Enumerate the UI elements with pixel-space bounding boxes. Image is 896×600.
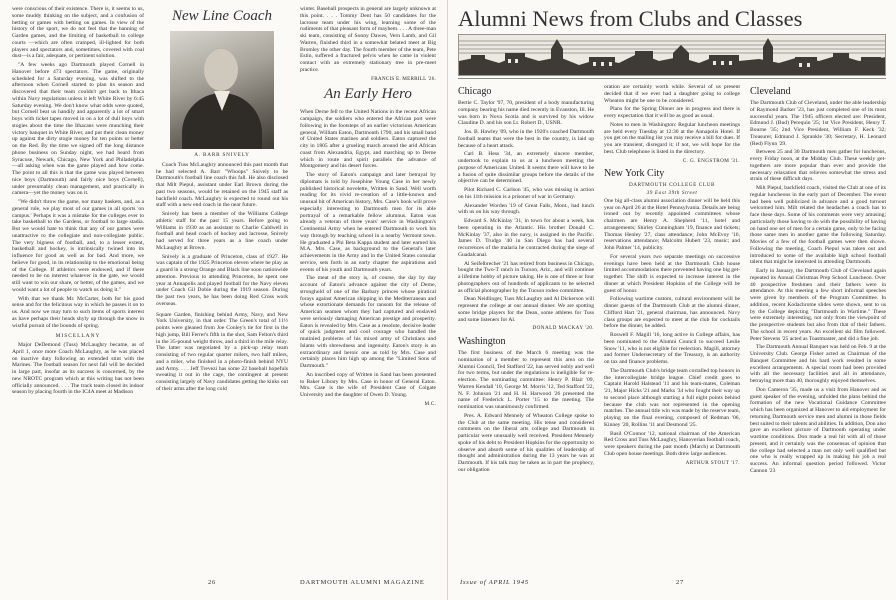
author-byline: FRANCIS E. MERRILL '26. bbox=[371, 75, 436, 82]
right-page bbox=[448, 0, 896, 600]
paragraph: Square Garden, finishing behind Army, Navy, and New York University, in that order. The Green's total of 11½ points were gleaned from Joe Conley's tie for first in the high jump, Bill Ferrer's fifth in the shot, Sam Felton's third in the 35-pound weight throw, and a third in the mile relay. The latter was negotiated by a pick-up relay team consisting of two regular quarter milers, two half milers, and a miler, who finished in a photo-finish behind NYU and Army. . . . Jeff Trevezi has some 22 baseball hopefuls sweating it out in the cage, the contingent at present consisting largely of Navy candidates getting the kinks out of their arms after the long cold bbox=[156, 311, 288, 392]
masthead-rule bbox=[458, 78, 886, 79]
paragraph: "A few weeks ago Dartmouth played Cornell in Hanover before 473 spectators. The game, originally scheduled for a Saturday evening, was shifted to the afternoon when Cornell started to plan its season and discovered that their team couldn't get back to Ithaca within Navy regulations unless it left White River by 6:45 Saturday evening. We don't know what odds were quoted, but Cornell beat us handily and apparently a lot of smart boys with ticket tapes moved in on a lot of dull boys with stogies about the time the Ithacans were munching their victory banquet in White River, and put their clean money up against the dirty stogie money for ten points or better on the Red. By the time we signed off the long distance phone business on Sunday night, we had heard from Syracuse, Newark, Chicago, New York and Philadelphia—all asking when was the game played and how come. The point to all this is that the game was played between nice boys (Dartmouth) and fairly nice boys (Cornell), under presumably clean management, and practically in camera—yet the money was on it. bbox=[12, 62, 144, 197]
paragraph: Alexander Worden '19 of Great Falls, Mont., had lunch with us on his way through. bbox=[458, 202, 594, 216]
page-number-left: 26 bbox=[208, 579, 217, 586]
paragraph: "We didn't throw the game, nor many baskets, and, as a general rule, we play most of our games in all sports 'on campus.' Perhaps it was a mistake for the colleges ever to take basketball to the Gardens, or football to large stadia. But we would hate to think that any of our games were unattractive to the collegiate and non-collegiate public. The very bigness of football, and, to a lesser extent, basketball and hockey, is intrinsically twined into its influence for good as well as for bad. And more, we believe for good, in its relationship to the emotional being of the College. If athletics were endowed, and if there needed to be no interest whatever in the gate, we would still want to win our share, or better, of the games, and we would want a lot of people to watch us doing it." bbox=[12, 199, 144, 293]
article-title-early-hero: An Early Hero bbox=[324, 86, 412, 103]
paragraph: Between 25 and 30 Dartmouth men gather for luncheons, every Friday noon, at the Midday Club. These weekly get-togethers are more popular than ever and provide the necessary relaxation that relieves somewhat the stress and strain of these difficult days. bbox=[750, 149, 886, 183]
masthead-title: Alumni News from Clubs and Classes bbox=[458, 6, 803, 31]
paragraph: The Dartmouth Annual Banquet was held on Feb. 9 at the University Club. George Fisher acted as Chairman of the Banquet Committee and his hard work resulted in some excellent arrangements. A special room had been provided with all the necessary facilities and all in attendance, betraying more than 40, thoroughly enjoyed themselves. bbox=[750, 344, 886, 384]
club-address: 39 East 39th Street bbox=[646, 190, 698, 196]
paragraph: Jos. B. Hawley '09, who in the 1920's coached Dartmouth football teams that were the best in the country, is laid up because of a heart attack. bbox=[458, 129, 594, 149]
photo-caption: A. BARR SNIVELY bbox=[194, 152, 250, 158]
paragraph: Edward S. McKinlay '31, in town for about a week, has been operating in the Atlantic. His brother Donald C. McKinlay '37, also in the navy, is assigned in the Pacific. James D. Trudgo '40 in San Diego has had several recurrences of the malaria he contracted during the siege of Guadalcanal. bbox=[458, 218, 594, 258]
section-heading-washington: Washington bbox=[458, 336, 506, 347]
paragraph: winter. Baseball prospects in general are largely unknown at this point. . . . Tommy Dent has 50 candidates for the lacrosse team under his wing, learning some of the rudiments of that pleasant form of mayhem. . . . A three-man ski team, consisting of Sonny Dawes, Vern Lamb, and Gil Warren, finished third in a somewhat belated meet at Big Bromley the other day. The fourth member of the team, Pete Estin, suffered a fractured pelvis when he came in violent contact with an extremely stationary tree in pre-meet practice. bbox=[300, 6, 436, 73]
skyline-drawing bbox=[459, 35, 886, 76]
paragraph: One big all-class alumni association dinner will be held this year on April 26 at the Hotel Pennsylvania. Details are being ironed out by recently appointed committees whose chairmen are Henry A. Shepherd '11, hotel and arrangements; Shirley Cunningham '19, finance and tickets; Thomas Henley '27, class attendance; John McEvoy '16, reservations attendance; Malcolm Hubert '23, music; and John Palmer '14, publicity. bbox=[604, 197, 740, 251]
paragraph: Plans for the Spring Dinner are in progress and there is every expectation that it will be as good as usual. bbox=[604, 106, 740, 119]
paragraph: Pres. A. Edward Mennely of Wheaton College spoke to the Club at the same meeting. His tense and considered comments on the liberal arts college and Dartmouth in particular were unusually well received. President Mennely spoke of his debt to President Hopkins for the opportunity to observe and absorb some of his qualities of leadership of thought and administration during the 13 years he was at Dartmouth. If his talk may be taken as in part the prophecy, our obligation bbox=[458, 412, 594, 473]
paragraph: Carl B. Hess '34, an extremely sincere member, undertook to explain to us at a luncheon meeting the purpose of Americans United. It seems there will have to be a fusion of quite dissimilar groups before the details of the objective can be determined. bbox=[458, 151, 594, 185]
left-column-1 bbox=[12, 6, 144, 582]
paragraph: Basil O'Connor '12, national chairman of the American Red Cross and Tuss McLaughry, Hanoverian football coach, were speakers during the past month (March) at Dartmouth Club open house meetings. Both drew large audiences. bbox=[604, 430, 740, 457]
section-heading-cleveland: Cleveland bbox=[750, 86, 791, 97]
paragraph: Dean Neidlinger, Tuss McLaughry and Al Dickerson will represent the college at our annual dinner. We are spotting some bridge players for the Dean, some athletes for Tuss and some listeners for Al. bbox=[458, 296, 594, 323]
paragraph: were conscious of their existence. There is, it seems to us, some muddy thinking on the subject, and a confusion of betting or games with betting on games. In view of the history of the sport, we do not feel that the banning of Garden games, and the limiting of basketball to college courts —which are often cramped, ill-lighted for both players and spectators and, sometimes, covered with coal dust—is a fair, adequate, or pertinent solution. bbox=[12, 6, 144, 60]
right-column-2 bbox=[604, 84, 740, 578]
paragraph: An inscribed copy of Written in Sand has been presented to Baker Library by Mrs. Case in honor of General Eaton. Mrs. Case is the wife of President Case of Colgate University and the daughter of Owen D. Young. bbox=[300, 371, 436, 398]
new-york-signature: ARTHUR STOUT '17. bbox=[685, 459, 740, 466]
left-column-2 bbox=[156, 6, 288, 582]
chicago-signature: DONALD MACKAY '20. bbox=[532, 325, 594, 332]
paragraph: The first business of the March 6 meeting was the nomination of a member to represent this area on the Alumni Council, Ted Stafford '22, has served nobly and well for two terms, but under the regulations is ineligible for re-election. The nominating committee: Henry P. Blair '09, Warren Kendall '10, George M. Morris '12, Ted Stafford '22, N. F. Johnson '21 and H. H. Harwood '26 presented the name of Frederick L. Porter '15 to the meeting. The nomination was unanimously confirmed. bbox=[458, 350, 594, 410]
paragraph: Notes to men in Washington: Regular luncheon meetings are held every Tuesday at 12:30 at the Annapolis Hotel. If you get on the mailing list you may receive a bill for dues. If you are transient, disregard it; if not, we will hope for the best. Club telephone is listed in the directory. bbox=[604, 121, 740, 155]
paragraph: Al Seifelbrecher '21 has retired from business in Chicago, bought the Two-T ranch in Tucson, Ariz., and will continue a lifetime hobby of picture taking. He is one of three or four photographers out of hundreds of applicants to be selected as official photographer by the Tucson rodeo committee. bbox=[458, 260, 594, 294]
paragraph: Early in January, the Dartmouth Club of Cleveland again repeated its Annual Christmas Prep School Luncheon. Over 40 prospective freshmen and their fathers were in attendance. At this meeting a few short informal speeches were given by members of the Program Committee. In addition, recent Kodachrome slides were shown, sent to us by the College depicting "Dartmouth in Wartime." These were extremely interesting, not only from the viewpoint of the prospective students but also from that of their fathers. The school in recent years. An excellent ski film followed. Peter Stevens '25 acted as Toastmaster, and did a fine job. bbox=[750, 268, 886, 342]
paragraph: Coach Tuss McLaughry announced this past month that he had selected A. Barr "Whoops" Snively to be Dartmouth's football line coach this fall. He also disclosed that Milt Piepul, assistant under Earl Brown during the past two seasons, would be retained on the 1945 staff as backfield coach. McLaughry is expected to round out his staff with a new end coach in the near future. bbox=[156, 161, 288, 209]
magazine-title-footer: DARTMOUTH ALUMNI MAGAZINE bbox=[300, 579, 425, 586]
coach-portrait-photo bbox=[170, 31, 274, 149]
miscellany-heading: MISCELLANY bbox=[55, 333, 101, 340]
paragraph: The Dartmouth Club's bridge team corralled top honors in the intercollegiate bridge league. Chief credit goes to Captain Harold Halstead '11 and his team-mates, Coleman '21, Major Hicks '21 and Marks '34 who fought their way up to second place although starting a full eight points behind because the club was not represented in the opening matches. The annual title win was made by the reserve team, playing on the final evening, composed of Redman '06, Kinney '20, Rollins '11 and Desmond '25. bbox=[604, 367, 740, 428]
left-column-3 bbox=[300, 6, 436, 582]
club-name-label: DARTMOUTH COLLEGE CLUB bbox=[628, 182, 716, 189]
issue-date-footer: Issue of APRIL 1945 bbox=[460, 579, 529, 586]
paragraph: When Derne fell to the United Nations in the recent African campaign, the soldiers who entered the African port were following in the footsteps of an earlier victorious American general, William Eaton, Dartmouth 1790, and his small band of United States marines and soldiers. Eaton captured the city in 1805 after a grueling march around the arid African coast from Alexandria, Egypt, and marching up to Derne which in route and spirit parallels the advance of Montgomery and his desert forces. bbox=[300, 109, 436, 170]
campus-skyline-illustration bbox=[458, 34, 886, 76]
paragraph: Major DeDemond (Tuss) McLaughry became, as of April 1, once more Coach McLaughry, as he was placed on inactive duty following an extended stint with the Marines. The football season for next fall will be decided in large part, insofar as its success is concerned, by the new NROTC program which at this writing has not been officially announced. . . . The track team closed its indoor season by placing fourth in the IC4A meet at Madison bbox=[12, 342, 144, 396]
right-column-1 bbox=[458, 84, 594, 578]
paragraph: The Dartmouth Club of Cleveland, under the able leadership of Raymond Barker '23, has just completed one of its most successful years. The 1945 officers elected are: President, Edmund J. (Bud) Perequin '25; 1st Vice President, Henry T. Bourne '35; 2nd Vice President, William F. Keck '32; Treasurer, Edmund J. Sprankle '30; Secretary, H. Leonard (Red) Flynn '29. bbox=[750, 100, 886, 147]
paragraph: With that we thank Mr. McCarter, both for his good sense and for the felicitous way in which he passes it on to us. And now we may turn to such items of sports interest as have perhaps their heads shyly up through the snow in wistful pursuit of the bounds of spring. bbox=[12, 295, 144, 329]
paragraph: The story of Eaton's campaign and later betrayal by diplomats is told by Josephine Young Case in her newly published historical novelette, Written in Sand. Well worth reading for its vivid re-creation of a little-known and unusual bit of American history, Mrs. Case's book will prove especially interesting to Dartmouth men for its able portrayal of a remarkable fellow alumnus. Eaton was already a veteran of three years' service in Washington's Continental Army when he entered Dartmouth to work his way through by teaching school in a nearby Vermont town. He graduated a Phi Beta Kappa student and later earned his M.A. Mrs. Case, as background to the General's later achievements in the Army and in the United States consular service, sets forth in an early chapter the aspirations and events of his youth and Dartmouth years. bbox=[300, 172, 436, 273]
paragraph: oration are certainly worth while. Several of us present decided that if we ever had a daughter going to college Wheaton might be one to be considered. bbox=[604, 84, 740, 104]
section-heading-new-york: New York City bbox=[604, 168, 665, 180]
paragraph: The meat of the story is, of course, the day by day account of Eaton's advance against the city of Derne, stronghold of one of the Barbary princes whose piratical forays against American shipping in the Mediterranean and whose extortionate demands for ransom for the release of American seamen whom they had captured and enslaved were seriously damaging American prestige and prosperity. Eaton is revealed by Mrs. Case as a resolute, decisive leader of quick judgment and cool courage who handled the mutinied problems of his mixed army of Christians and Islams with shrewdness and ingenuity. Eaton's story is an extraordinary and heroic one as told by Mrs. Case and certainly places him high up among the "Limited Sons of Dartmouth." bbox=[300, 275, 436, 369]
paragraph: Don Cameron '35, made us a visit from Hanover and as guest speaker of the evening, unfolded the plans behind the formation of the new Vocational Guidance Committee which has been organized at Hanover to aid employment for returning Dartmouth service men and alumni in those fields best suited to their talents and abilities. In addition, Don also gave an excellent picture of Dartmouth operating under wartime conditions. Don made a real hit with all of those present, and it certainly was the consensus of opinion that the college had selected a man not only well qualified but one who is really wrapped up in making his job a real success. An informal question period followed. Victor Cannon '23 bbox=[750, 386, 886, 474]
paragraph: Milt Piepul, backfield coach, visited the Club at one of its regular luncheons in the early part of December. The event had been well publicized in advance and a good turnout welcomed him. Milt related the headaches a coach has to face these days. Some of his comments were very amusing; particularly those having to do with the possibility of having on hand one set of men for a certain game, only to be facing those same men in another game the following Saturday. Movies of a few of the football games were then shown. Following the meeting, Coach Piepul was taken out and introduced to some of the available high school football talent that might be interested in attending Dartmouth. bbox=[750, 185, 886, 266]
washington-signature: C. G. ENGSTROM '31. bbox=[682, 157, 740, 164]
paragraph: Following wartime custom, cultural environment will be dinner guests of the Dartmouth Club at the alumni dinner, Clifford Hart '21, general chairman, has announced. Navy class groups are expected to meet at the club for cocktails before the dinner, he added. bbox=[604, 296, 740, 330]
author-initials: M.C. bbox=[424, 400, 436, 407]
paragraph: Bertie C. Taylor '97, 70, president of a body manufacturing company bearing his name died recently in Evanston, Ill. He was born in Nova Scotia and is survived by his widow Claudine D. and his son Lt. Robert D., USNR. bbox=[458, 100, 594, 127]
article-title-new-line-coach: New Line Coach bbox=[172, 8, 272, 24]
section-heading-chicago: Chicago bbox=[458, 86, 492, 97]
paragraph: Snively has been a member of the Williams College athletic staff for the past 15 years. Before going to Williams in 1930 as an assistant to Charlie Caldwell in football and head coach of hockey and lacrosse, Snively had served for three years as a line coach under McLaughry at Brown. bbox=[156, 211, 288, 251]
paragraph: Pilot Richard C. Carlson '45, who was missing in action on his 11th mission is a prisoner of war in Germany. bbox=[458, 187, 594, 200]
paragraph: Snively is a graduate of Princeton, class of 1927. He was captain of the 1925 Princeton eleven where he play as a guard in a strong Orange and Black line soon nationwide attention. Previous to attending Princeton, he spent one year at Annapolis and played football for the Navy eleven under Coach Gil Dobie during the 1919 season. During the past two years, he has been doing Red Cross work overseas. bbox=[156, 253, 288, 307]
paragraph: Roswell F. Magill '16, long active in College affairs, has been nominated to the Alumni Council to succeed Leslie Snow '11, who is not eligible for reelection. Magill, attorney and former Undersecretary of the Treasury, is an authority on tax and finance problems. bbox=[604, 332, 740, 365]
right-column-3 bbox=[750, 84, 886, 578]
page-number-right: 27 bbox=[676, 579, 685, 586]
paragraph: For several years two separate meetings on successive evenings have been held at the Dartmouth Club house limited accommodations there prevented having one big get-together. The shift is expected to increase interest in the dinner at which President Hopkins of the College will be guest of honor. bbox=[604, 253, 740, 294]
